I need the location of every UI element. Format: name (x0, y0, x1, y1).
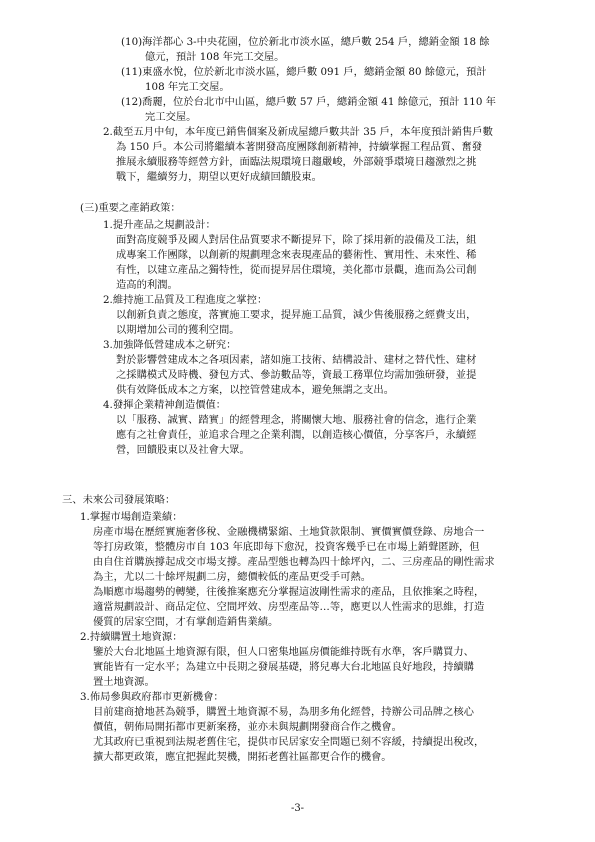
strategy-1-line: 成專案工作團隊，以創新的規劃理念來表現產品的藝術性、實用性、未來性、稀 (116, 249, 477, 261)
future-3-line: 價值，朝佈局開拓都市更新案務，並亦未與規劃開發商合作之機會。 (93, 721, 402, 733)
strategy-2-line: 以創新負責之態度，落實施工要求，提昇施工品質，減少售後服務之經費支出， (116, 309, 477, 321)
strategy-4-title: 4.發揮企業精神創造價值： (103, 399, 227, 411)
future-3-line: 擴大都更政策，應宜把握此契機，開拓老舊社區都更合作的機會。 (93, 751, 392, 763)
strategy-3-line: 之採購模式及時機、發包方式、參訪數品等，資最工務單位均需加強研發，並提 (116, 369, 477, 381)
page-number: -3- (290, 803, 305, 814)
strategy-1-line: 有性，以建立產品之獨特性，從而提昇居住環境，美化都市景觀，進而為公司創 (116, 264, 477, 276)
future-heading (62, 493, 175, 508)
future-1-line: 為順應市場趨勢的轉變，往後推案應充分掌握這波剛性需求的產品，且依推案之時程， (93, 586, 485, 598)
strategy-heading-text: (三)重要之產銷政策： (80, 202, 181, 214)
future-2-line: 置土地資源。 (93, 676, 155, 688)
sales-summary-line: 推展永續服務等經營方針，面臨法規環境日趨嚴峻，外部競爭環境日趨激烈之挑 (116, 156, 477, 168)
sales-summary (103, 125, 493, 185)
strategy-4 (103, 398, 476, 458)
future-1-line: 適當規劃設計、商品定位、空間坪效、房型產品等…等，應更以人性需求的思維，打造 (93, 601, 485, 613)
strategy-3-line: 供有效降低成本之方案，以控管營建成本，避免無謂之支出。 (116, 384, 395, 396)
future-2-title: 2.持續購置土地資源： (80, 631, 183, 643)
case-list (121, 35, 496, 125)
future-1-line: 由自住首購族撐起成交市場支撐。產品型態也轉為四十餘坪內，二、三房產品的剛性需求 (93, 556, 495, 568)
strategy-1-title: 1.提升產品之規劃設計： (103, 219, 216, 231)
future-2 (80, 630, 474, 690)
future-3-line: 目前建商搶地甚為競爭，購置土地資源不易，為朋多角化經營，持辦公司品牌之核心 (93, 706, 474, 718)
sales-summary-line: 戰下，繼續努力，期望以更好成績回饋股東。 (116, 171, 322, 183)
future-2-line: 鑒於大台北地區土地資源有限，但人口密集地區房價能維持既有水準，客戶購買力、 (93, 646, 474, 658)
case-12-line-2: 完工交屋。 (145, 111, 197, 123)
sales-summary-line: 為 150 戶。本公司將繼續本著開發高度團隊創新精神，持續掌握工程品質、奮發 (116, 141, 482, 153)
future-heading-text: 三、未來公司發展策略： (62, 494, 176, 506)
strategy-3 (103, 338, 476, 398)
strategy-2-line: 以期增加公司的獲利空間。 (116, 324, 240, 336)
case-12-line-1: (12)喬麗，位於台北市中山區，總戶數 57 戶，總銷金額 41 餘億元，預計 110 年 (121, 96, 496, 108)
future-1-line: 優質的居家空間，才有掌創造銷售業績。 (93, 616, 279, 628)
strategy-1-line: 造高的利潤。 (116, 279, 178, 291)
future-2-line: 實能皆有一定水平；為建立中長期之發展基礎，將兒專大台北地區良好地段，持續購 (93, 661, 474, 673)
future-1-title: 1.掌握市場創造業績： (80, 511, 183, 523)
future-1-line: 等打房政策，整體房市自 103 年底即每下愈況，投資客幾乎已在市場上銷聲匿跡，但 (93, 541, 480, 553)
case-10-line-2: 億元，預計 108 年完工交屋。 (145, 51, 285, 63)
strategy-1 (103, 218, 476, 293)
strategy-2 (103, 293, 476, 338)
strategy-3-title: 3.加強降低營建成本之研究： (103, 339, 237, 351)
future-1-line: 房產市場在歷經實施奢侈稅、金融機構緊縮、土地貸款限制、實價實價登錄、房地合一 (93, 526, 485, 538)
strategy-1-line: 面對高度競爭及國人對居住品質要求不斷提昇下，除了採用新的設備及工法，組 (116, 234, 477, 246)
case-11-line-1: (11)東盛水悅，位於新北市淡水區，總戶數 091 戶，總銷金額 80 餘億元，預計 (121, 66, 487, 78)
future-1 (80, 510, 495, 630)
strategy-2-title: 2.維持施工品質及工程進度之掌控： (103, 294, 268, 306)
sales-summary-line: 2.截至五月中旬，本年度已銷售個案及新成屋總戶數共計 35 戶，本年度預計銷售戶數 (103, 126, 493, 138)
case-10-line-1: (10)海洋都心 3-中央花園，位於新北市淡水區，總戶數 254 戶，總銷金額 18 餘 (121, 36, 490, 48)
future-3-title: 3.佈局參與政府都市更新機會： (80, 691, 224, 703)
case-11-line-2: 108 年完工交屋。 (145, 81, 230, 93)
future-1-line: 為主，尤以二十餘坪規劃二房，總價較低的產品更受手可熱。 (93, 571, 372, 583)
strategy-4-line: 以「服務、誠實、踏實」的經營理念，將關懷大地、服務社會的信念，進行企業 (116, 414, 477, 426)
future-3-line: 尤其政府已重視到法規老舊住宅，提供市民居家安全問題已刻不容緩，持續提出稅改， (93, 736, 485, 748)
strategy-4-line: 應有之社會責任，並追求合理之企業利潤，以創造核心價值，分享客戶，永續經 (116, 429, 477, 441)
strategy-4-line: 營，回饋股東以及社會大眾。 (116, 444, 250, 456)
strategy-3-line: 對於影響營建成本之各項因素，諸如施工技術、結構設計、建材之替代性、建材 (116, 354, 477, 366)
strategy-heading (80, 201, 181, 216)
future-3 (80, 690, 484, 765)
